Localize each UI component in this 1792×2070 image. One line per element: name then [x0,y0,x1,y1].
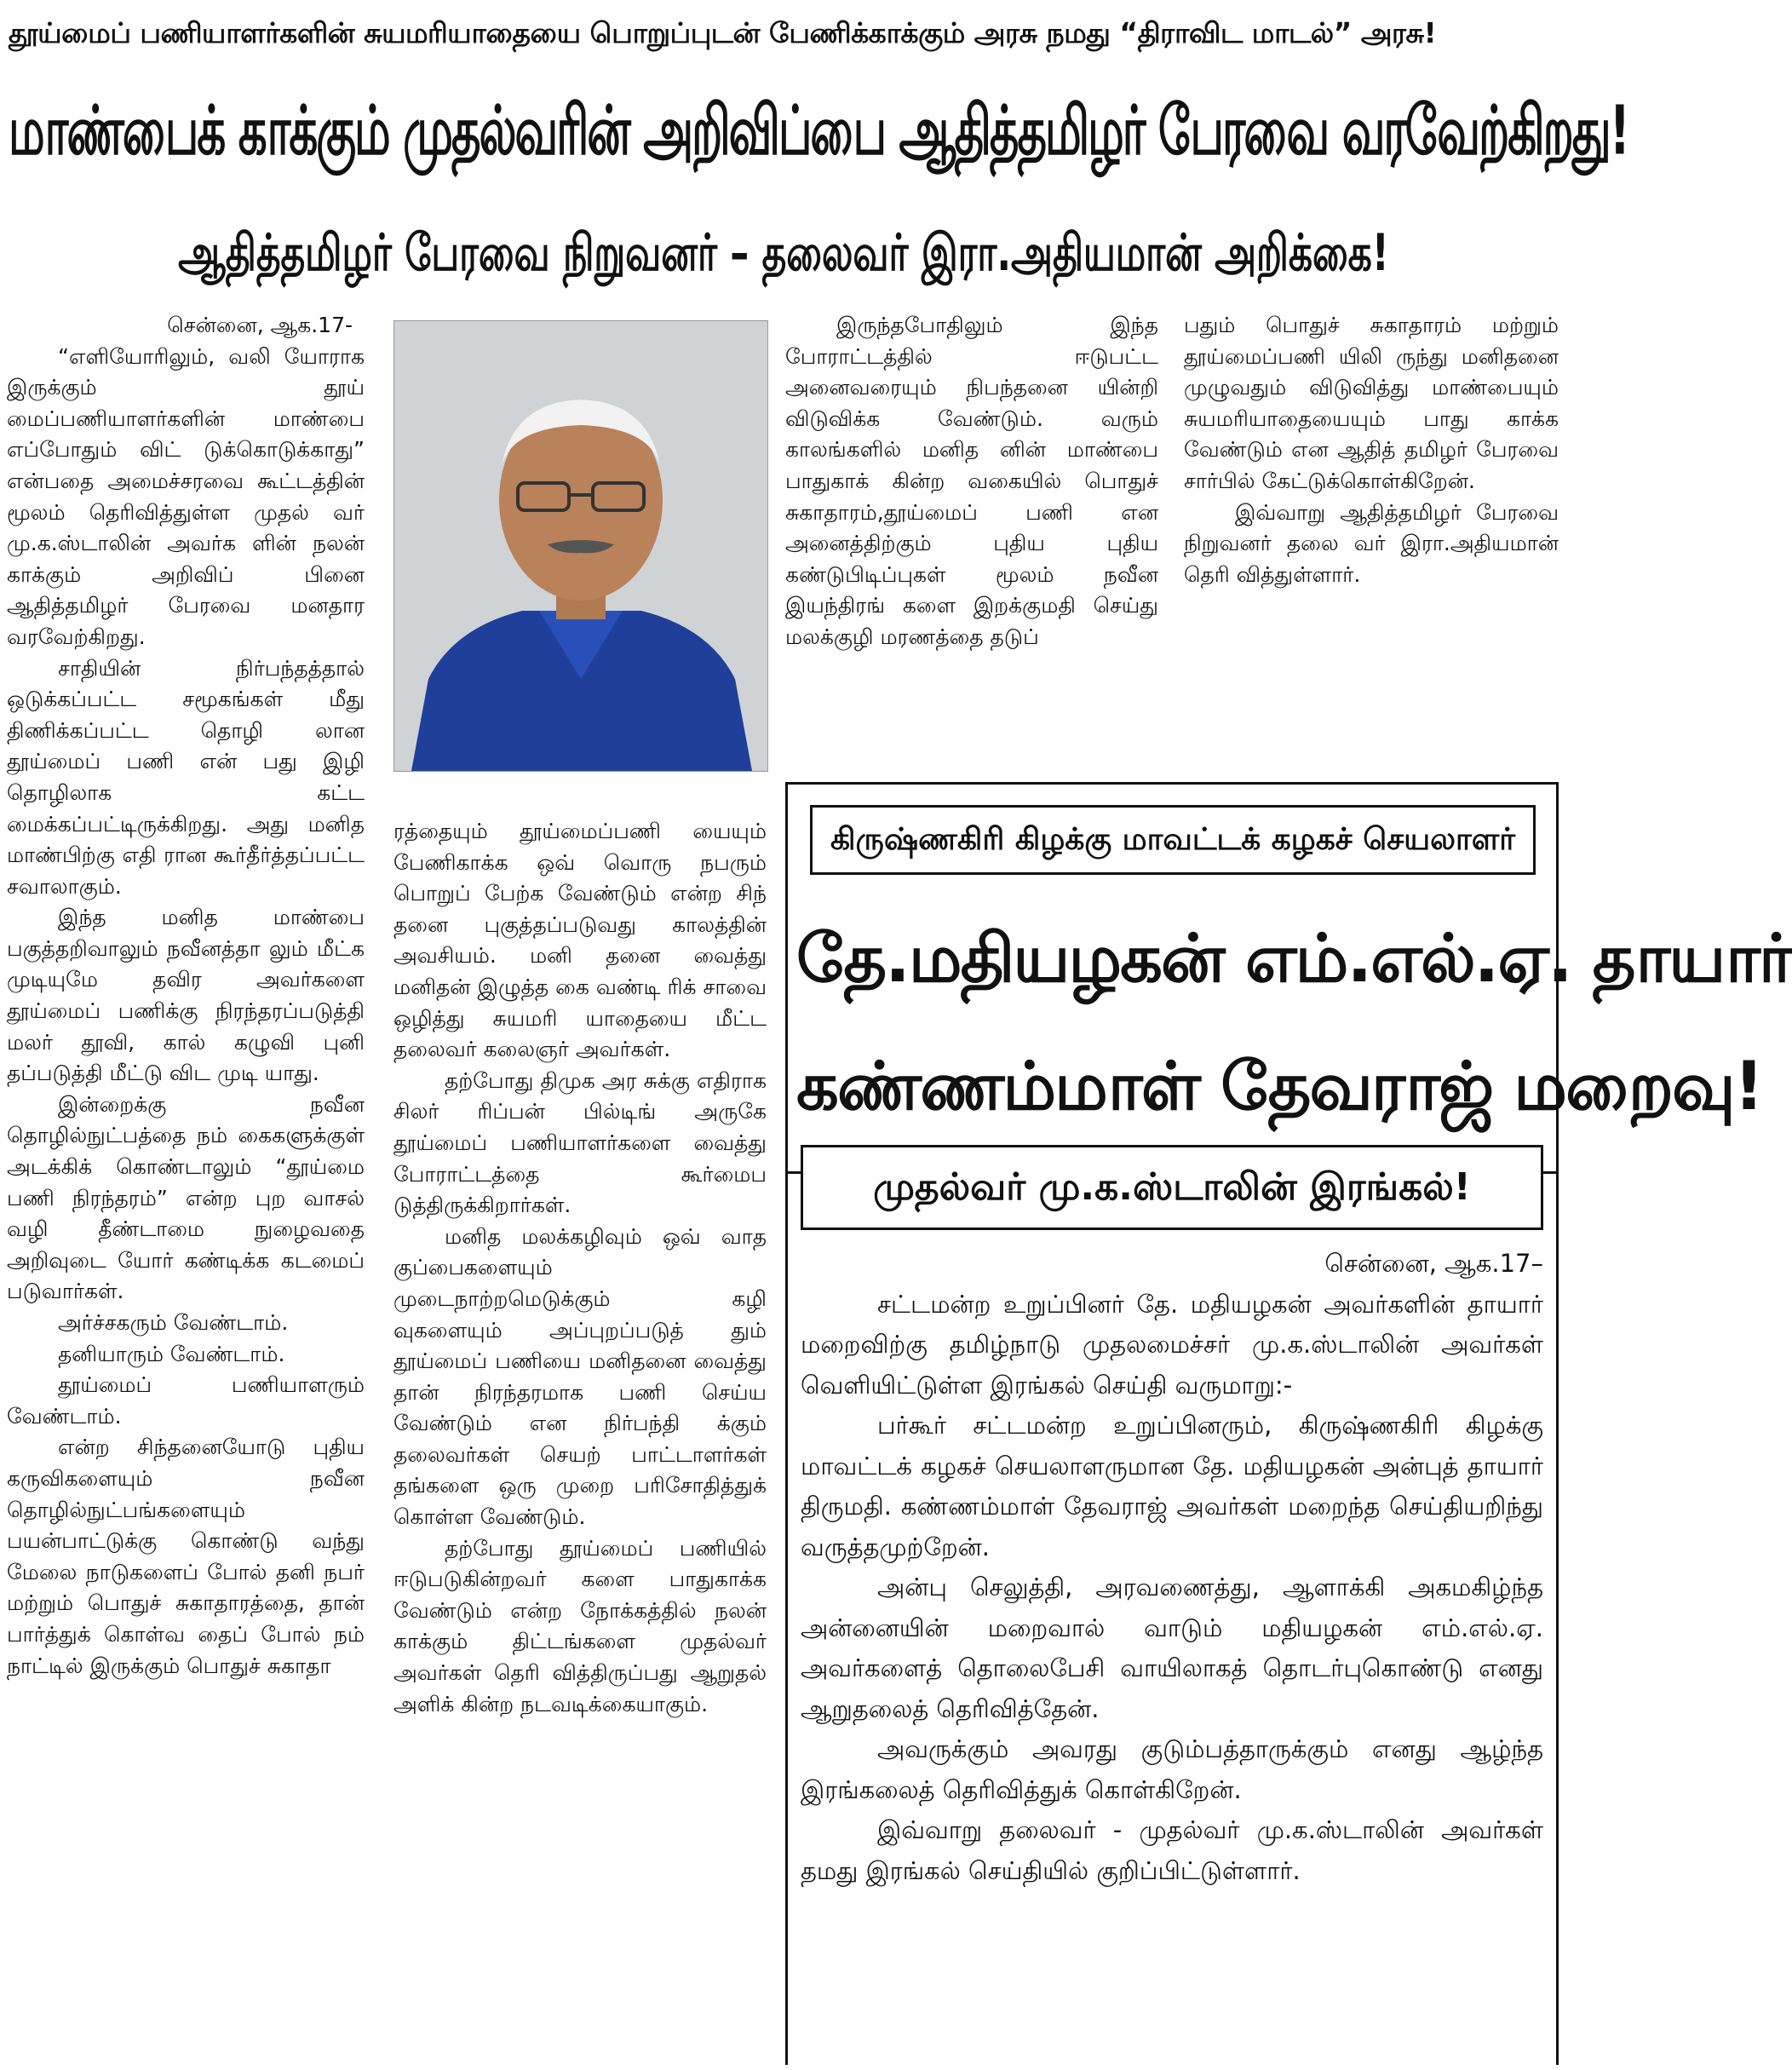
article1-column-1 [7,310,365,2065]
paragraph: மனித மலக்கழிவும் ஒவ் வாத குப்பைகளையும் முடைநாற்றமெடுக்கும் கழி வுகளையும் அப்புறப்படுத் தும் தூய்மைப் பணியை மனிதனை வைத்து தான் நிரந்தரமாக பணி செய்ய வேண்டும் என நிர்பந்தி க்கும் தலைவர்கள் செயற் பாட்டாளர்கள் தங்களை ஒரு முறை பரிசோதித்துக் கொள்ள வேண்டும். [393,1223,767,1530]
obituary-subhead: முதல்வர் மு.க.ஸ்டாலின் இரங்கல்! [801,1145,1543,1230]
paragraph: சாதியின் நிர்பந்தத்தால் ஒடுக்கப்பட்ட சமூகங்கள் மீது திணிக்கப்பட்ட தொழி லான தூய்மைப் பணி என் பது இழி தொழிலாக கட்ட மைக்கப்பட்டிருக்கிறது. அது மனித மாண்பிற்கு எதி ரான கூர்தீர்த்தப்பட்ட சவாலாகும். [7,655,365,899]
paragraph: அவருக்கும் அவரது குடும்பத்தாருக்கும் எனது ஆழ்ந்த இரங்கலைத் தெரிவித்துக் கொள்கிறேன். [801,1734,1543,1804]
paragraph: அர்ச்சகரும் வேண்டாம். [58,1310,289,1335]
paragraph: தற்போது திமுக அர சுக்கு எதிராக சிலர் ரிப்பன் பில்டிங் அருகே தூய்மைப் பணியாளர்களை வைத்து போராட்டத்தை கூர்மைப டுத்திருக்கிறார்கள். [393,1067,767,1218]
dateline: சென்னை, ஆக.17– [1324,1249,1543,1278]
paragraph: தற்போது தூய்மைப் பணியில் ஈடுபடுகின்றவர் களை பாதுகாக்க வேண்டும் என்ற நோக்கத்தில் நலன் காக்கும் திட்டங்களை முதல்வர் அவர்கள் தெரி வித்திருப்பது ஆறுதல் அளிக் கின்ற நடவடிக்கையாகும். [393,1535,767,1716]
paragraph: “எளியோரிலும், வலி யோராக இருக்கும் தூய் மைப்பணியாளர்களின் மாண்பை எப்போதும் விட் டுக்கொடுக்காது” என்பதை அமைச்சரவை கூட்டத்தின் மூலம் தெரிவித்துள்ள முதல் வர் மு.க.ஸ்டாலின் அவர்க ளின் நலன் காக்கும் அறிவிப் பினை ஆதித்தமிழர் பேரவை மனதார வரவேற்கிறது. [7,343,365,649]
paragraph: இந்த மனித மாண்பை பகுத்தறிவாலும் நவீனத்தா லும் மீட்க முடியுமே தவிர அவர்களை தூய்மைப் பணிக்கு நிரந்தரப்படுத்தி மலர் தூவி, கால் கழுவி புனி தப்படுத்தி மீட்டு விட முடி யாது. [7,905,365,1086]
paragraph: ரத்தையும் தூய்மைப்பணி யையும் பேணிகாக்க ஒவ் வொரு நபரும் பொறுப் பேற்க வேண்டும் என்ற சிந் தனை புகுத்தப்படுவது காலத்தின் அவசியம். மனி தனை வைத்து மனிதன் இழுத்த கை வண்டி ரிக் சாவை ஒழித்து சுயமரி யாதையை மீட்ட தலைவர் கலைஞர் அவர்கள். [393,819,767,1062]
obituary-headline-line2: கண்ணம்மாள் தேவராஜ் மறைவு! [796,1049,1763,1125]
paragraph: என்ற சிந்தனையோடு புதிய கருவிகளையும் நவீன தொழில்நுட்பங்களையும் பயன்பாட்டுக்கு கொண்டு வந்து மேலை நாடுகளைப் போல் தனி நபர் மற்றும் பொதுச் சுகாதாரத்தை, தான் பார்த்துக் கொள்வ தைப் போல் நம் நாட்டில் இருக்கும் பொதுச் சுகாதா [7,1435,365,1678]
kicker-line: தூய்மைப் பணியாளர்களின் சுயமரியாதையை பொறுப்புடன் பேணிக்காக்கும் அரசு நமது “திராவிட மாடல்” அரசு! [9,16,1437,49]
main-headline: மாண்பைக் காக்கும் முதல்வரின் அறிவிப்பை ஆதித்தமிழர் பேரவை வரவேற்கிறது! [9,92,1628,170]
paragraph: இன்றைக்கு நவீன தொழில்நுட்பத்தை நம் கைகளுக்குள் அடக்கிக் கொண்டாலும் “தூய்மை பணி நிரந்தரம்” என்ற புற வாசல் வழி தீண்டாமை நுழைவதை அறிவுடை யோர் கண்டிக்க கடமைப் படுவார்கள். [7,1091,365,1304]
paragraph: இவ்வாறு தலைவர் - முதல்வர் மு.க.ஸ்டாலின் அவர்கள் தமது இரங்கல் செய்தியில் குறிப்பிட்டுள்ளார். [801,1815,1543,1885]
paragraph: தூய்மைப் பணியாளரும் வேண்டாம். [7,1372,365,1429]
article1-column-4 [1184,310,1559,760]
paragraph: சட்டமன்ற உறுப்பினர் தே. மதியழகன் அவர்களின் தாயார் மறைவிற்கு தமிழ்நாடு முதலமைச்சர் மு.க.ஸ்டாலின் அவர்கள் வெளியிட்டுள்ள இரங்கல் செய்தி வருமாறு:- [801,1289,1543,1400]
paragraph: இவ்வாறு ஆதித்தமிழர் பேரவை நிறுவனர் தலை வர் இரா.அதியமான் தெரி வித்துள்ளார். [1184,499,1559,587]
obituary-strap: கிருஷ்ணகிரி கிழக்கு மாவட்டக் கழகச் செயலாளர் [810,805,1536,875]
paragraph: இருந்தபோதிலும் இந்த போராட்டத்தில் ஈடுபட்ட அனைவரையும் நிபந்தனை யின்றி விடுவிக்க வேண்டும். வரும் காலங்களில் மனித னின் மாண்பை பாதுகாக் கின்ற வகையில் பொதுச் சுகாதாரம்,தூய்மைப் பணி என அனைத்திற்கும் புதிய புதிய கண்டுபிடிப்புகள் மூலம் நவீன இயந்திரங் களை இறக்குமதி செய்து மலக்குழி மரணத்தை தடுப் [785,313,1158,649]
portrait-photo [393,320,768,772]
article1-column-3 [785,310,1158,760]
sub-headline: ஆதித்தமிழர் பேரவை நிறுவனர் – தலைவர் இரா.அதியமான் அறிக்கை! [178,223,1389,283]
article1-column-2 [393,816,767,2065]
portrait-illustration [394,321,767,771]
obituary-body [801,1244,1543,2061]
paragraph: தனியாரும் வேண்டாம். [58,1341,285,1366]
paragraph: பர்கூர் சட்டமன்ற உறுப்பினரும், கிருஷ்ணகிரி கிழக்கு மாவட்டக் கழகச் செயலாளருமான தே. மதியழகன் அன்புத் தாயார் திருமதி. கண்ணம்மாள் தேவராஜ் அவர்கள் மறைந்த செய்தியறிந்து வருத்தமுற்றேன். [801,1411,1543,1561]
paragraph: அன்பு செலுத்தி, அரவணைத்து, ஆளாக்கி அகமகிழ்ந்த அன்னையின் மறைவால் வாடும் மதியழகன் எம்.எல்.ஏ. அவர்களைத் தொலைபேசி வாயிலாகத் தொடர்புகொண்டு எனது ஆறுதலைத் தெரிவித்தேன். [801,1573,1543,1723]
dateline: சென்னை, ஆக.17- [167,313,353,337]
obituary-headline-line1: தே.மதியழகன் எம்.எல்.ஏ. தாயார் [796,921,1792,998]
obituary-headline-box [785,782,1792,1174]
paragraph: பதும் பொதுச் சுகாதாரம் மற்றும் தூய்மைப்பணி யிலி ருந்து மனிதனை முழுவதும் விடுவித்து மாண்பையும் சுயமரியாதையையும் பாது காக்க வேண்டும் என ஆதித் தமிழர் பேரவை சார்பில் கேட்டுக்கொள்கிறேன். [1184,313,1559,493]
obituary-headline [796,895,1792,1159]
